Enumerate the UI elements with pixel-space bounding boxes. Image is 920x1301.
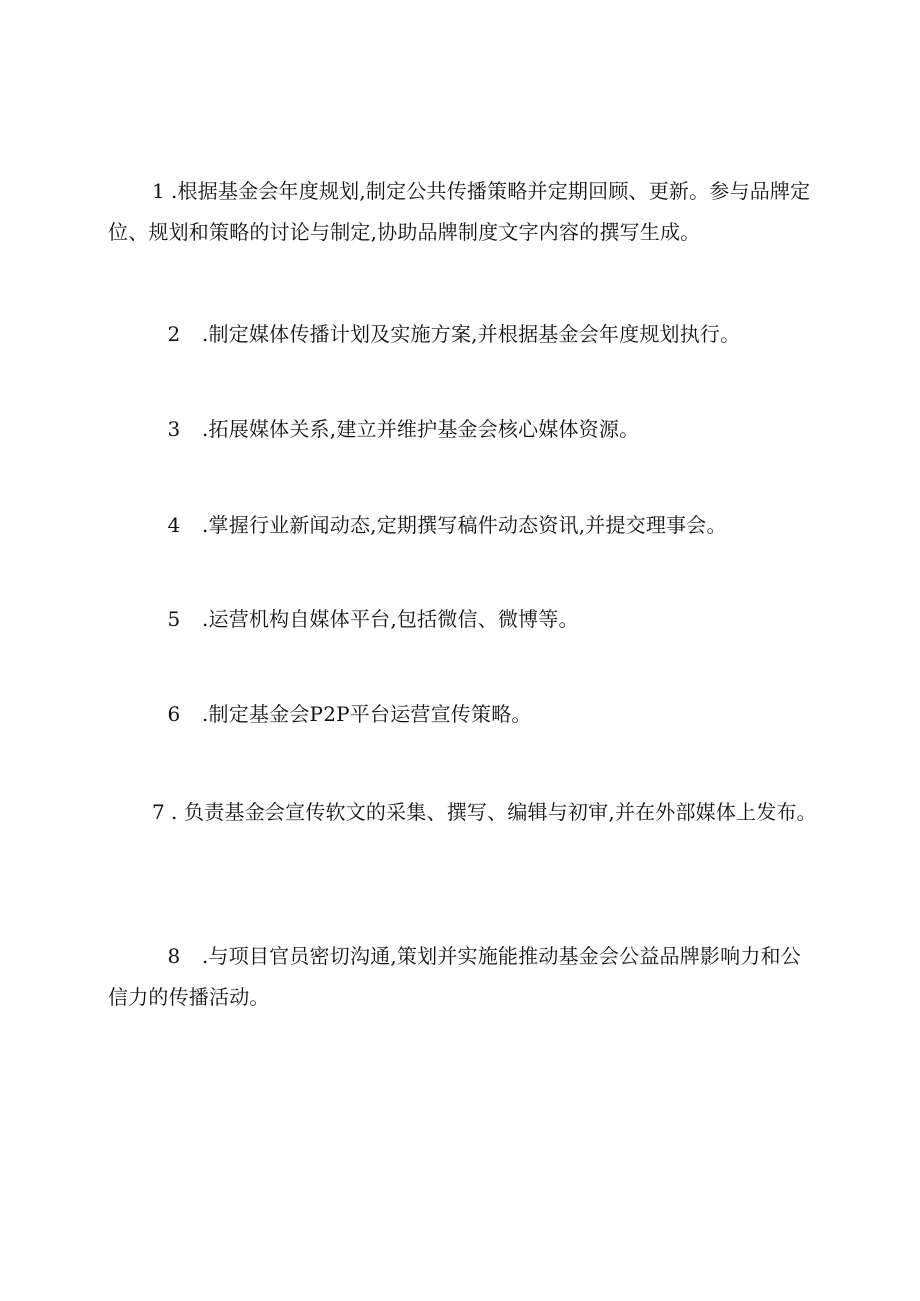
item-number: 8: [167, 944, 181, 968]
list-item: [108, 409, 820, 450]
item-number: 6: [167, 702, 181, 726]
list-item: [108, 171, 820, 253]
item-number: 3: [167, 417, 181, 441]
item-number: 1: [152, 179, 165, 203]
item-text: .掌握行业新闻动态,定期撰写稿件动态资讯,并提交理事会。: [202, 513, 727, 537]
item-text: .根据基金会年度规划,制定公共传播策略并定期回顾、更新。参与品牌定位、规划和策略的讨论与制定,协助品牌制度文字内容的撰写生成。: [108, 179, 811, 244]
list-item: [108, 792, 820, 833]
item-text: .拓展媒体关系,建立并维护基金会核心媒体资源。: [202, 417, 640, 441]
item-text: .制定媒体传播计划及实施方案,并根据基金会年度规划执行。: [202, 322, 741, 346]
list-item: [108, 936, 820, 1018]
list-item: [108, 599, 820, 640]
item-number: 5: [167, 607, 181, 631]
list-item: [108, 694, 820, 735]
item-text: . 负责基金会宣传软文的采集、撰写、编辑与初审,并在外部媒体上发布。: [171, 800, 817, 824]
item-text: .制定基金会P2P平台运营宣传策略。: [202, 702, 532, 726]
item-number: 7: [152, 800, 165, 824]
list-item: [108, 505, 820, 546]
item-text: .运营机构自媒体平台,包括微信、微博等。: [202, 607, 579, 631]
item-number: 4: [167, 513, 181, 537]
item-text: .与项目官员密切沟通,策划并实施能推动基金会公益品牌影响力和公信力的传播活动。: [108, 944, 801, 1009]
item-number: 2: [167, 322, 181, 346]
list-item: [108, 314, 820, 355]
